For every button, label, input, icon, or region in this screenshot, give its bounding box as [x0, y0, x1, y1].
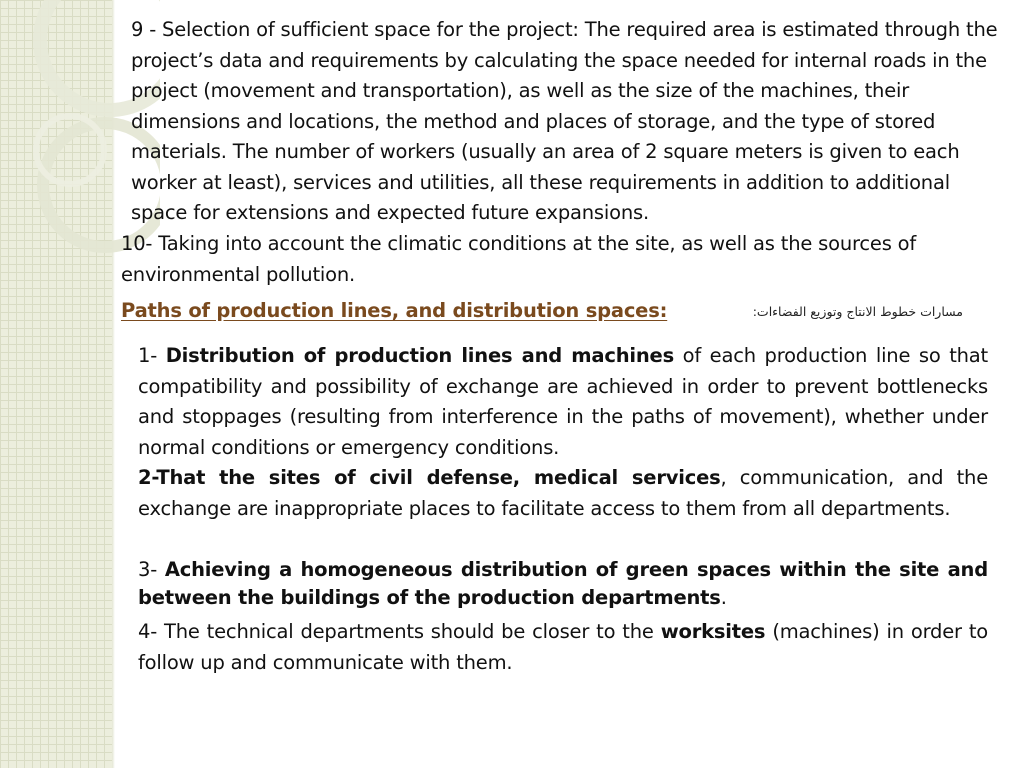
list-item-4: [138, 617, 988, 678]
item-1-prefix: 1-: [138, 344, 166, 367]
item-2-bold: 2-That the sites of civil defense, medical services: [138, 466, 721, 489]
item-4-prefix: 4- The technical departments should be closer to the: [138, 620, 661, 643]
item-4-bold: worksites: [660, 620, 766, 643]
list-item-2: [138, 463, 988, 524]
paragraph-9: 9 - Selection of sufficient space for the project: The required area is estimated through the project’s data and requirements by calculating the space needed for internal roads in the project (movement and transportation), as well as the size of the machines, their dimensions and locations, the method and places of storage, and the type of stored materials. The number of workers (usually an area of 2 square meters is given to each worker at least), services and utilities, all these requirements in addition to additional space for extensions and expected future expansions.: [131, 18, 998, 224]
list-item-3: [138, 556, 988, 612]
item-3-rest: .: [720, 586, 727, 609]
arabic-heading-note: مسارات خطوط الانتاج وتوزيع الفضاءات:: [752, 304, 963, 319]
item-1-rest: of each production line so that compatibility and possibility of exchange are achieved in order to prevent bottlenecks and stoppages (resulting from interference in the paths of movement), whether under normal conditions or emergency conditions.: [138, 344, 989, 459]
item-3-bold: Achieving a homogeneous distribution of green spaces within the site and between the buildings of the production departments: [138, 558, 988, 609]
item-4-rest: (machines) in order to follow up and communicate with them.: [138, 620, 989, 674]
item-3-prefix: 3-: [138, 558, 165, 581]
item-2-rest: , communication, and the exchange are inappropriate places to facilitate access to them from all departments.: [138, 466, 988, 520]
list-item-1: [138, 341, 988, 463]
section-heading: Paths of production lines, and distribution spaces:: [121, 299, 668, 322]
paragraph-10: 10- Taking into account the climatic conditions at the site, as well as the sources of environmental pollution.: [121, 232, 917, 286]
item-1-bold: Distribution of production lines and machines: [165, 344, 674, 367]
